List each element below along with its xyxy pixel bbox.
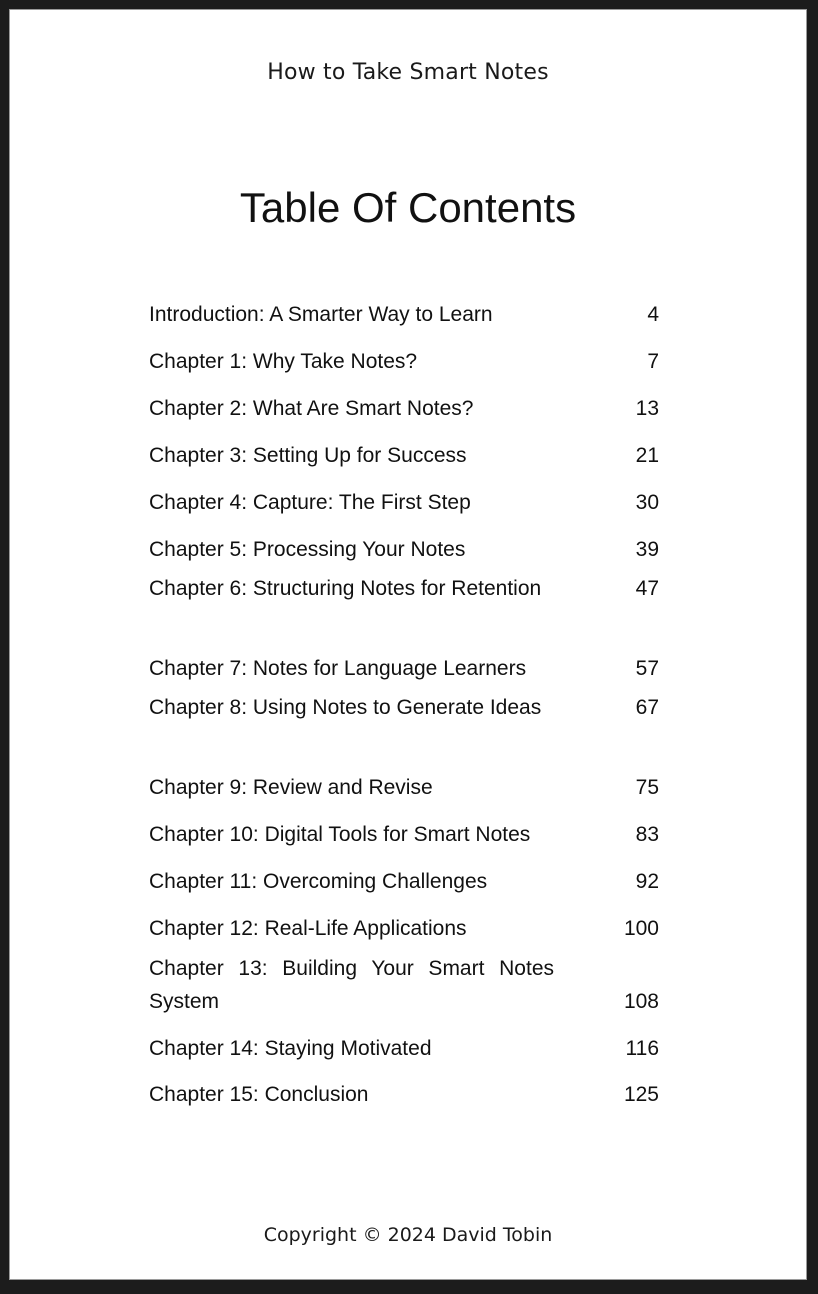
toc-entry-title: Introduction: A Smarter Way to Learn: [149, 303, 493, 326]
toc-entry-page: 75: [635, 776, 659, 799]
toc-entry[interactable]: [149, 439, 659, 472]
toc-entry-title: Chapter 15: Conclusion: [149, 1083, 369, 1106]
toc-entry-page: 47: [635, 577, 659, 600]
toc-entry-title: Chapter 6: Structuring Notes for Retention: [149, 577, 542, 600]
toc-entry[interactable]: [149, 691, 659, 724]
toc-entry-page: 13: [635, 397, 659, 420]
toc-entry-title: Chapter 3: Setting Up for Success: [149, 444, 467, 467]
toc-entry-title: Chapter 1: Why Take Notes?: [149, 350, 418, 373]
toc-entry-page: 108: [623, 990, 659, 1013]
toc-entry-page: 30: [635, 491, 659, 514]
toc-entry[interactable]: [149, 771, 659, 804]
toc-entry[interactable]: [149, 1032, 659, 1065]
toc-entry[interactable]: [149, 912, 659, 945]
document-page: [9, 9, 807, 1280]
toc-entry[interactable]: [149, 486, 659, 519]
toc-entry-page: 83: [635, 823, 659, 846]
running-header: How to Take Smart Notes: [267, 60, 549, 85]
toc-entry-title: Chapter 9: Review and Revise: [149, 776, 433, 799]
toc-entry[interactable]: [149, 818, 659, 851]
toc-entry-title: Chapter 11: Overcoming Challenges: [149, 870, 488, 893]
toc-entry-page: 67: [635, 696, 659, 719]
toc-entry-page: 57: [635, 657, 659, 680]
toc-entry[interactable]: [149, 952, 659, 1018]
copyright-footer: Copyright © 2024 David Tobin: [263, 1224, 553, 1246]
toc-entry[interactable]: [149, 298, 659, 331]
toc-entry[interactable]: [149, 652, 659, 685]
toc-entry[interactable]: [149, 345, 659, 378]
toc-entry-page: 116: [625, 1037, 659, 1060]
toc-entry-title: Chapter 7: Notes for Language Learners: [149, 657, 527, 680]
toc-entry-title: Chapter 5: Processing Your Notes: [149, 538, 466, 561]
toc-entry[interactable]: [149, 533, 659, 566]
toc-entry-title: Chapter 8: Using Notes to Generate Ideas: [149, 696, 542, 719]
toc-entry[interactable]: [149, 865, 659, 898]
toc-entry-page: 39: [635, 538, 659, 561]
toc-entry-page: 21: [635, 444, 659, 467]
toc-entry-title: Chapter 4: Capture: The First Step: [149, 491, 471, 514]
toc-entry-title: Chapter 13: Building Your Smart Notes System: [149, 957, 554, 1013]
toc-entry-title: Chapter 12: Real-Life Applications: [149, 917, 467, 940]
toc-entry-page: 100: [623, 917, 659, 940]
toc-entry-title: Chapter 14: Staying Motivated: [149, 1037, 432, 1060]
toc-entry-title: Chapter 10: Digital Tools for Smart Notes: [149, 823, 531, 846]
toc-entry[interactable]: [149, 392, 659, 425]
toc-entry-page: 92: [635, 870, 659, 893]
toc-entry-title: Chapter 2: What Are Smart Notes?: [149, 397, 474, 420]
toc-entry[interactable]: [149, 572, 659, 605]
toc-entry-page: 7: [647, 350, 659, 373]
toc-entry-page: 125: [623, 1083, 659, 1106]
toc-title: Table Of Contents: [239, 184, 577, 231]
toc-entry[interactable]: [149, 1078, 659, 1111]
toc-entry-page: 4: [647, 303, 659, 326]
